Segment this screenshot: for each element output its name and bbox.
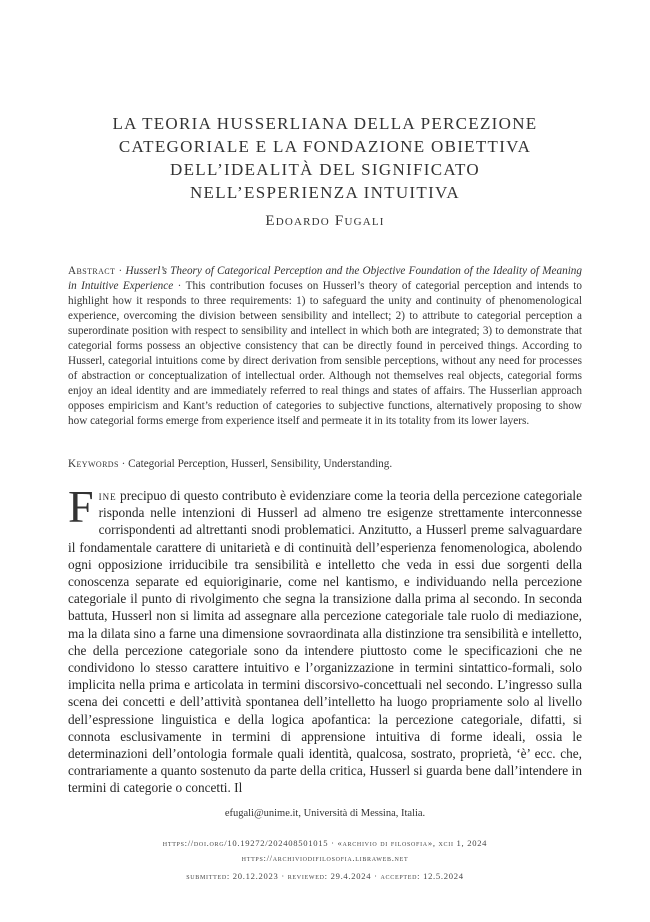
submission-dates: submitted: 20.12.2023 · reviewed: 29.4.2024 · accepted: 12.5.2024 [186,871,464,881]
title-line: DELL’IDEALITÀ DEL SIGNIFICATO [170,160,480,179]
title-line: CATEGORIALE E LA FONDAZIONE OBIETTIVA [118,137,532,156]
title-line: LA TEORIA HUSSERLIANA DELLA PERCEZIONE [112,114,538,133]
article-title [60,112,590,204]
author-email-affiliation: efugali@unime.it, Università di Messina, Italia. [224,808,426,819]
drop-cap: F [68,481,94,532]
abstract-text: This contribution focuses on Husserl’s theory of categorial perception and intends to highlight how it responds to three requirements: 1) to safeguard the unity and continuity of phenomenological experience, overcoming the division between sensibility and intellect; 2) to attribute to categorial perception a superordinate position with respect to sensibility and intellect in which both are integrated; 3) to demonstrate that categorial forms possess an objective consistency that can be directly found in perceived things. According to Husserl, categorial intuitions come by direct derivation from sensible perceptions, without any need for processes of abstraction or conceptualization of intellectual order. Although not themselves real objects, categorial forms enjoy an ideal identity and are immediately referred to real things and states of affairs. The Husserlian approach opposes empiricism and Kant’s reduction of categories to subjective functions, alternatively proposing to show how categorial forms emerge from experience itself and permeate it in its totality from its lower layers. [68,280,582,427]
abstract-title: Husserl’s Theory of Categorical Perception and the Objective Foundation of the Ideality of Meaning in Intuitive Experience [68,265,582,292]
journal-website: https://archiviodifilosofia.libraweb.net [241,853,409,863]
keywords [68,457,582,472]
abstract-label: Abstract [68,265,116,277]
first-word-rest: ine [98,488,117,503]
author-name: Edoardo Fugali [265,213,385,229]
keywords-separator: · [118,458,129,470]
keywords-text: Categorial Perception, Husserl, Sensibility, Understanding. [128,458,393,470]
keywords-label: Keywords [68,458,119,470]
abstract-separator: · [173,280,186,292]
abstract [68,264,582,429]
body-text: precipuo di questo contributo è evidenziare come la teoria della percezione categoriale risponda nelle intenzioni di Husserl ad almeno tre esigenze strettamente interconnesse corrispondenti ad altrettanti snodi problematici. Anzitutto, a Husserl preme salvaguardare il fondamentale carattere di unitarietà e di continuità dell’esperienza fenomenologica, abolendo ogni opposizione irriducibile tra sensibilità e intelletto che veda in essi due sorgenti della conoscenza separate ed equioriginarie, come nel kantismo, e individuando nella percezione categoriale il punto di rivolgimento che segna la transizione dalla prima al secondo. In seconda battuta, Husserl non si limita ad assegnare alla percezione categoriale tale ruolo di mediazione, ma la dilata sino a farne una dimensione sovraordinata alla distinzione tra sensibilità e intelletto, che della percezione categoriale sono da intendere piuttosto come le specificazioni che ne condividono lo stesso carattere intuitivo e l’organizzazione in termini sintattico-formali, solo implicita nella prima e articolata in termini discorsivo-concettuali nel secondo. L’ingresso sulla scena dei concetti e dell’attività spontanea dell’intelletto ha luogo propriamente solo al livello dell’espressione linguistica e della logica apofantica: la percezione categoriale, difatti, si connota esclusivamente in termini di apprensione intuitiva di forme ideali, ossia le determinazioni dell’ontologia formale quali identità, qualcosa, sostrato, proprietà, ‘è’ ecc. che, contrariamente a quanto sostenuto da parte della critica, Husserl si guarda bene dall’intendere in termini di categorie o concetti. Il [68,488,582,796]
doi-line: https://doi.org/10.19272/202408501015 · «archivio di filosofia», xcii 1, 2024 [162,838,488,848]
title-line: NELL’ESPERIENZA INTUITIVA [189,183,460,202]
body-paragraph [68,481,582,797]
abstract-separator: · [115,265,126,277]
